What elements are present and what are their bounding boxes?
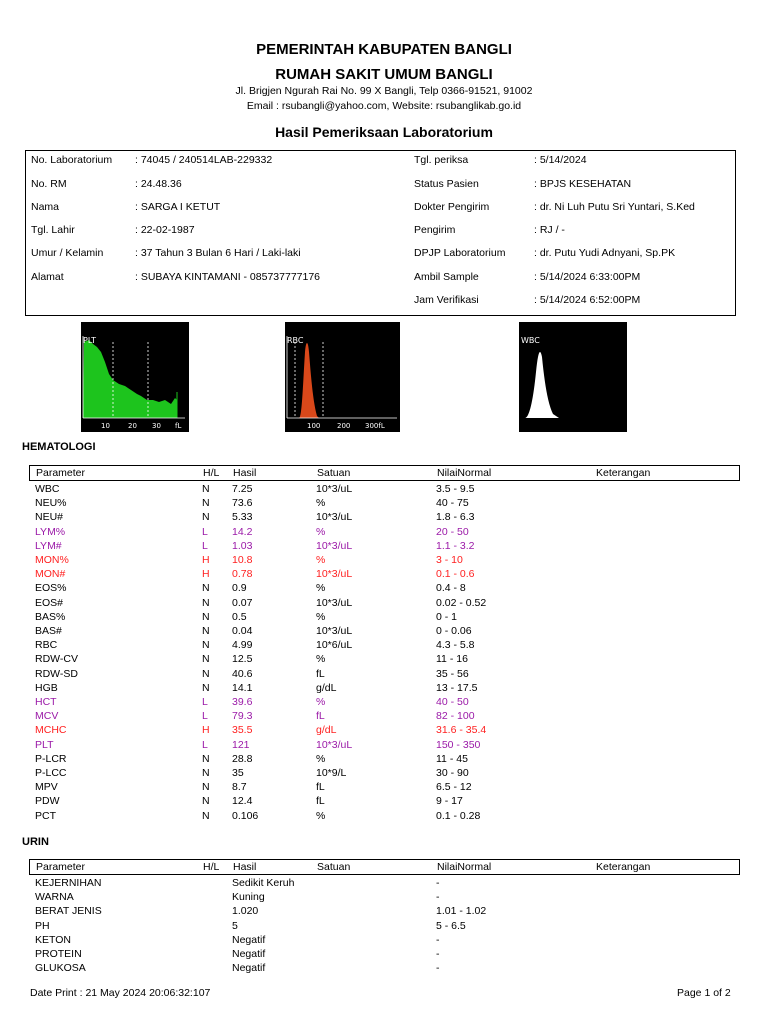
cell-parameter: RDW-SD [35,667,78,680]
table-row [29,724,740,738]
info-right-label: Ambil Sample [414,271,479,283]
cell-normal-range: 3 - 10 [436,554,463,566]
info-left-label: No. RM [31,178,67,190]
urin-col-header: Parameter [36,861,86,873]
info-right-label: Dokter Pengirim [414,201,490,213]
cell-unit: g/dL [316,681,337,694]
cell-parameter: PCT [35,809,56,822]
hematologi-title: HEMATOLOGI [22,441,96,453]
table-row [29,540,740,554]
table-row [29,526,740,540]
cell-unit: 10*6/uL [316,639,353,652]
hematologi-col-header: Keterangan [596,467,651,479]
cell-flag: N [202,639,210,652]
cell-parameter: WARNA [35,891,74,904]
table-row [29,962,740,976]
rbc-hist-tick: 100 [307,422,321,430]
cell-result: Negatif [232,948,266,960]
cell-result: 14.1 [232,681,253,694]
report-title: Hasil Pemeriksaan Laboratorium [275,124,493,140]
cell-flag: L [202,696,208,708]
urin-col-header: Keterangan [596,861,651,873]
cell-result: Negatif [232,962,266,975]
rbc-hist-tick: 200 [337,422,351,430]
cell-normal-range: 9 - 17 [436,795,463,808]
header-address: Jl. Brigjen Ngurah Rai No. 99 X Bangli, Telp 0366-91521, 91002 [235,85,533,97]
cell-result: 10.8 [232,554,253,566]
cell-normal-range: 6.5 - 12 [436,781,472,794]
cell-parameter: NEU# [35,511,64,524]
cell-result: 14.2 [232,525,253,538]
info-right-value: : dr. Putu Yudi Adnyani, Sp.PK [534,247,676,259]
table-row [29,682,740,696]
cell-parameter: P-LCR [35,752,67,765]
info-left-label: No. Laboratorium [31,154,113,166]
info-left-value: : 37 Tahun 3 Bulan 6 Hari / Laki-laki [135,247,301,259]
cell-parameter: HGB [35,681,58,694]
cell-result: 4.99 [232,639,253,652]
table-row [29,920,740,934]
cell-flag: N [202,596,210,609]
cell-parameter: PLT [35,738,54,751]
cell-parameter: BAS# [35,625,62,637]
cell-parameter: RDW-CV [35,653,78,666]
cell-parameter: KETON [35,933,71,946]
info-right-label: DPJP Laboratorium [414,247,506,259]
table-row [29,611,740,625]
cell-parameter: MON% [35,554,69,566]
cell-normal-range: - [436,933,440,946]
cell-unit: 10*9/L [316,767,347,779]
cell-normal-range: - [436,948,440,960]
table-row [29,891,740,905]
info-right-label: Pengirim [414,224,456,236]
cell-normal-range: - [436,962,440,975]
cell-parameter: HCT [35,696,57,708]
plt-hist-label: PLT [83,336,97,345]
hematologi-col-header: Parameter [36,467,86,479]
cell-result: Negatif [232,933,266,946]
info-right-value: : dr. Ni Luh Putu Sri Yuntari, S.Ked [534,201,695,213]
patient-info-box [25,150,736,316]
cell-normal-range: 40 - 75 [436,497,469,510]
cell-flag: L [202,710,208,723]
urin-col-header: NilaiNormal [437,861,492,873]
cell-normal-range: 150 - 350 [436,738,481,751]
cell-parameter: MCV [35,710,59,723]
cell-unit: g/dL [316,724,337,737]
cell-result: 40.6 [232,667,253,680]
cell-result: 1.03 [232,539,253,552]
cell-result: 39.6 [232,696,253,708]
cell-result: Sedikit Keruh [232,877,295,889]
cell-flag: N [202,610,210,623]
info-right-label: Status Pasien [414,178,479,190]
table-row [29,739,740,753]
cell-parameter: NEU% [35,497,67,510]
cell-unit: 10*3/uL [316,738,353,751]
plt-hist-tick: 20 [128,422,137,430]
table-row [29,710,740,724]
info-left-label: Alamat [31,271,64,283]
info-right-value: : 5/14/2024 6:33:00PM [534,271,641,283]
cell-parameter: PH [35,919,50,932]
cell-normal-range: 0.4 - 8 [436,582,466,595]
cell-parameter: GLUKOSA [35,962,86,975]
cell-unit: % [316,554,326,566]
table-row [29,905,740,919]
info-left-label: Tgl. Lahir [31,224,75,236]
cell-unit: 10*3/uL [316,539,353,552]
table-row [29,639,740,653]
table-row [29,810,740,824]
cell-result: 1.020 [232,905,259,918]
table-row [29,625,740,639]
cell-parameter: KEJERNIHAN [35,877,102,889]
cell-normal-range: 35 - 56 [436,667,469,680]
cell-normal-range: 20 - 50 [436,525,469,538]
cell-flag: N [202,511,210,524]
cell-flag: L [202,539,208,552]
cell-parameter: PDW [35,795,60,808]
cell-result: 8.7 [232,781,247,794]
cell-parameter: BERAT JENIS [35,905,102,918]
table-row [29,781,740,795]
info-left-label: Nama [31,201,60,213]
cell-normal-range: 0.1 - 0.28 [436,809,481,822]
plt-hist-tick: 30 [152,422,161,430]
cell-result: 5.33 [232,511,253,524]
cell-parameter: MPV [35,781,58,794]
cell-normal-range: 1.8 - 6.3 [436,511,475,524]
cell-result: 12.5 [232,653,253,666]
cell-parameter: EOS% [35,582,67,595]
cell-result: 28.8 [232,752,253,765]
hematologi-col-header: Hasil [233,467,257,479]
info-left-value: : 22-02-1987 [135,224,195,236]
cell-result: 12.4 [232,795,253,808]
cell-unit: % [316,653,326,666]
info-left-value: : SUBAYA KINTAMANI - 085737777176 [135,271,321,283]
cell-parameter: WBC [35,483,60,495]
cell-normal-range: 13 - 17.5 [436,681,478,694]
urin-title: URIN [22,836,49,848]
cell-flag: H [202,724,210,737]
cell-unit: fL [316,781,325,794]
rbc-hist-tick: 300fL [365,422,385,430]
table-row [29,511,740,525]
cell-normal-range: 5 - 6.5 [436,919,466,932]
cell-flag: N [202,681,210,694]
cell-result: 0.106 [232,809,259,822]
cell-flag: N [202,795,210,808]
plt-histogram [81,322,189,432]
urin-col-header: H/L [203,861,220,873]
cell-flag: N [202,752,210,765]
cell-normal-range: 40 - 50 [436,696,469,708]
cell-result: 121 [232,738,250,751]
table-row [29,934,740,948]
table-row [29,753,740,767]
cell-parameter: PROTEIN [35,948,82,960]
table-row [29,497,740,511]
info-right-value: : BPJS KESEHATAN [534,178,632,190]
cell-unit: 10*3/uL [316,511,353,524]
table-row [29,582,740,596]
date-print: Date Print : 21 May 2024 20:06:32:107 [30,987,211,999]
cell-flag: N [202,767,210,779]
cell-normal-range: 30 - 90 [436,767,469,779]
cell-unit: % [316,809,326,822]
urin-table-header [29,859,740,875]
info-left-value: : 24.48.36 [135,178,182,190]
table-row [29,554,740,568]
cell-result: 0.78 [232,568,253,581]
table-row [29,795,740,809]
cell-normal-range: - [436,891,440,904]
cell-unit: % [316,497,326,510]
cell-result: 79.3 [232,710,253,723]
plt-hist-tick: fL [175,422,182,430]
cell-result: 0.04 [232,625,253,637]
hematologi-col-header: H/L [203,467,220,479]
info-left-label: Umur / Kelamin [31,247,104,259]
cell-normal-range: 0.02 - 0.52 [436,596,487,609]
urin-col-header: Satuan [317,861,351,873]
cell-unit: % [316,696,326,708]
cell-flag: N [202,497,210,510]
page-number: Page 1 of 2 [677,987,731,999]
cell-flag: L [202,525,208,538]
cell-flag: N [202,582,210,595]
cell-flag: N [202,809,210,822]
cell-normal-range: 31.6 - 35.4 [436,724,487,737]
cell-unit: fL [316,710,325,723]
info-right-value: : 5/14/2024 6:52:00PM [534,294,641,306]
header-government: PEMERINTAH KABUPATEN BANGLI [256,41,512,58]
wbc-hist-label: WBC [521,336,540,345]
cell-normal-range: 3.5 - 9.5 [436,483,475,495]
cell-result: 5 [232,919,238,932]
rbc-hist-label: RBC [287,336,304,345]
cell-flag: N [202,781,210,794]
cell-normal-range: 0.1 - 0.6 [436,568,475,581]
cell-parameter: RBC [35,639,58,652]
cell-flag: L [202,738,208,751]
cell-normal-range: 11 - 16 [436,653,468,666]
header-hospital: RUMAH SAKIT UMUM BANGLI [275,66,493,83]
urin-col-header: Hasil [233,861,257,873]
cell-result: 0.9 [232,582,247,595]
cell-result: Kuning [232,891,265,904]
cell-result: 0.5 [232,610,247,623]
cell-unit: % [316,752,326,765]
table-row [29,653,740,667]
cell-parameter: MCHC [35,724,67,737]
cell-unit: 10*3/uL [316,596,353,609]
table-row [29,948,740,962]
cell-normal-range: 0 - 1 [436,610,458,623]
cell-unit: % [316,525,326,538]
cell-parameter: MON# [35,568,66,581]
cell-normal-range: 4.3 - 5.8 [436,639,475,652]
cell-parameter: LYM# [35,539,62,552]
cell-result: 73.6 [232,497,253,510]
table-row [29,767,740,781]
cell-flag: N [202,483,210,495]
cell-unit: fL [316,667,325,680]
info-left-value: : 74045 / 240514LAB-229332 [135,154,273,166]
hematologi-col-header: Satuan [317,467,351,479]
cell-parameter: EOS# [35,596,64,609]
cell-parameter: P-LCC [35,767,67,779]
table-row [29,597,740,611]
cell-result: 35 [232,767,244,779]
table-row [29,877,740,891]
cell-flag: H [202,554,210,566]
info-right-value: : 5/14/2024 [534,154,587,166]
info-right-label: Tgl. periksa [414,154,469,166]
info-left-value: : SARGA I KETUT [135,201,221,213]
cell-flag: H [202,568,210,581]
header-email: Email : rsubangli@yahoo.com, Website: rsubanglikab.go.id [246,100,522,112]
table-row [29,483,740,497]
cell-parameter: LYM% [35,525,66,538]
cell-normal-range: 1.01 - 1.02 [436,905,487,918]
hematologi-table-header [29,465,740,481]
cell-normal-range: 1.1 - 3.2 [436,539,475,552]
wbc-histogram [519,322,627,432]
plt-hist-tick: 10 [101,422,110,430]
cell-parameter: BAS% [35,610,66,623]
cell-result: 7.25 [232,483,253,495]
cell-unit: 10*3/uL [316,625,353,637]
hematologi-col-header: NilaiNormal [437,467,492,479]
table-row [29,696,740,710]
cell-result: 35.5 [232,724,253,737]
rbc-histogram [285,322,400,432]
cell-flag: N [202,653,210,666]
cell-unit: 10*3/uL [316,483,353,495]
table-row [29,568,740,582]
table-row [29,668,740,682]
cell-normal-range: 0 - 0.06 [436,625,472,637]
cell-normal-range: 11 - 45 [436,752,468,765]
info-right-label: Jam Verifikasi [414,294,479,306]
cell-unit: % [316,610,326,623]
cell-unit: 10*3/uL [316,568,353,581]
cell-unit: % [316,582,326,595]
cell-unit: fL [316,795,325,808]
cell-normal-range: 82 - 100 [436,710,475,723]
cell-flag: N [202,625,210,637]
info-right-value: : RJ / - [534,224,565,236]
cell-normal-range: - [436,877,440,889]
cell-flag: N [202,667,210,680]
cell-result: 0.07 [232,596,253,609]
